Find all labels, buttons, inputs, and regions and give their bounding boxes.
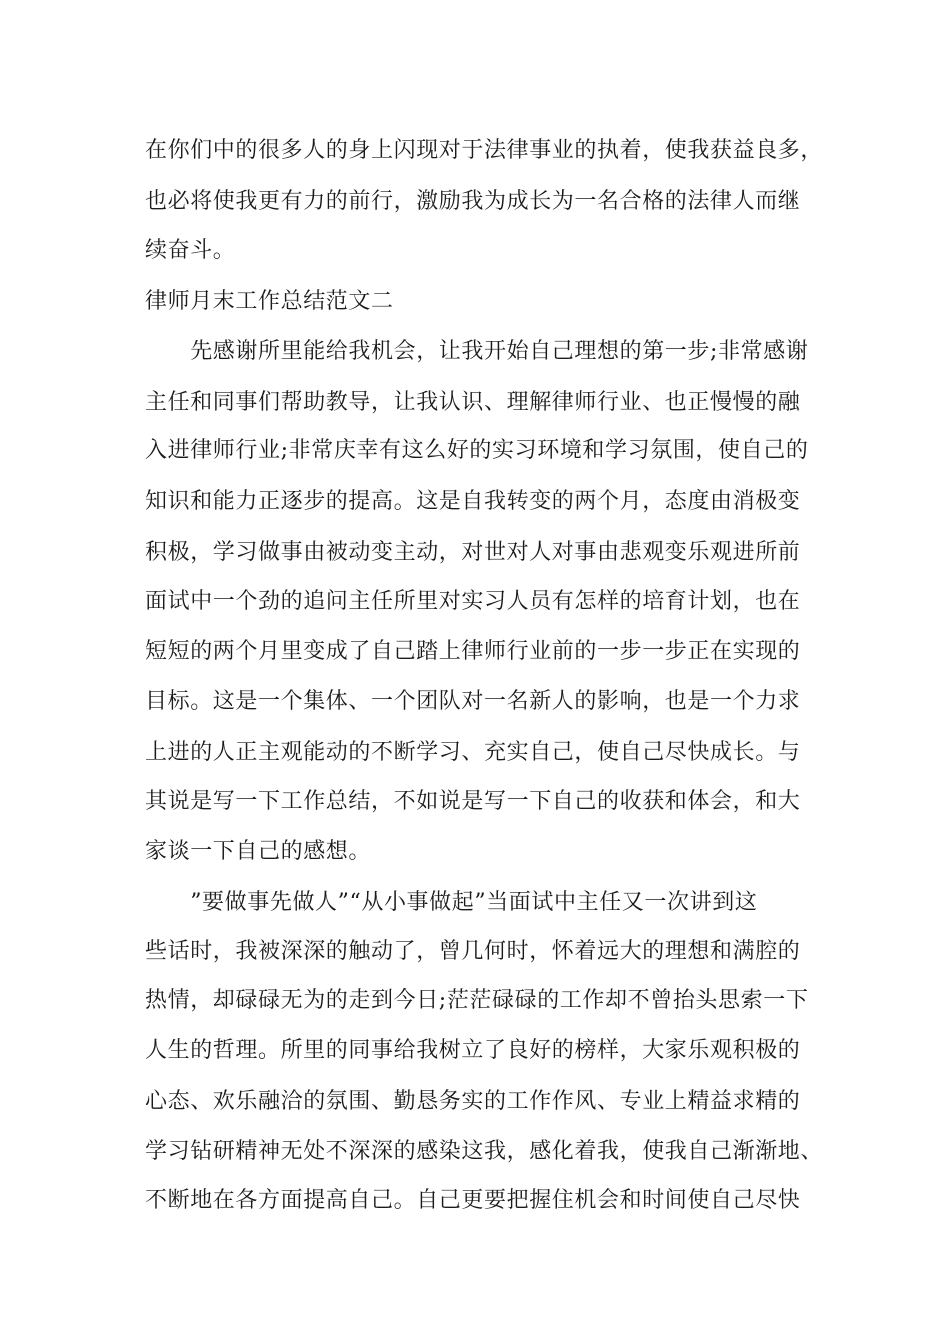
text-line: 知识和能力正逐步的提高。这是自我转变的两个月，态度由消极变 bbox=[145, 489, 801, 514]
text-line: 也必将使我更有力的前行，激励我为成长为一名合格的法律人而继 bbox=[145, 189, 801, 214]
text-line: 积极，学习做事由被动变主动，对世对人对事由悲观变乐观进所前 bbox=[145, 540, 801, 565]
text-line: 续奋斗。 bbox=[145, 238, 236, 263]
text-line: 面试中一个劲的追问主任所里对实习人员有怎样的培育计划，也在 bbox=[145, 589, 801, 614]
text-line: 些话时，我被深深的触动了，曾几何时，怀着远大的理想和满腔的 bbox=[145, 939, 801, 964]
text-line: 主任和同事们帮助教导，让我认识、理解律师行业、也正慢慢的融 bbox=[145, 390, 801, 415]
text-line: 入进律师行业;非常庆幸有这么好的实习环境和学习氛围，使自己的 bbox=[145, 438, 809, 463]
text-line: 热情，却碌碌无为的走到今日;茫茫碌碌的工作却不曾抬头思索一下 bbox=[145, 988, 809, 1013]
text-line: 心态、欢乐融洽的氛围、勤恳务实的工作作风、专业上精益求精的 bbox=[145, 1089, 801, 1114]
text-line: 短短的两个月里变成了自己踏上律师行业前的一步一步正在实现的 bbox=[145, 639, 801, 664]
text-line: 在你们中的很多人的身上闪现对于法律事业的执着，使我获益良多， bbox=[145, 138, 824, 163]
text-line: 目标。这是一个集体、一个团队对一名新人的影响，也是一个力求 bbox=[145, 689, 801, 714]
text-line: 上进的人正主观能动的不断学习、充实自己，使自己尽快成长。与 bbox=[145, 740, 801, 765]
text-line: 学习钻研精神无处不深深的感染这我，感化着我，使我自己渐渐地、 bbox=[145, 1139, 824, 1164]
text-line: 家谈一下自己的感想。 bbox=[145, 839, 372, 864]
section-heading: 律师月末工作总结范文二 bbox=[145, 289, 394, 314]
text-line: 先感谢所里能给我机会，让我开始自己理想的第一步;非常感谢 bbox=[145, 339, 809, 364]
text-line: 其说是写一下工作总结，不如说是写一下自己的收获和体会，和大 bbox=[145, 789, 801, 814]
text-line: 不断地在各方面提高自己。自己更要把握住机会和时间使自己尽快 bbox=[145, 1188, 801, 1213]
text-line: 人生的哲理。所里的同事给我树立了良好的榜样，大家乐观积极的 bbox=[145, 1038, 801, 1063]
text-line: ”要做事先做人”“从小事做起”当面试中主任又一次讲到这 bbox=[145, 890, 758, 915]
